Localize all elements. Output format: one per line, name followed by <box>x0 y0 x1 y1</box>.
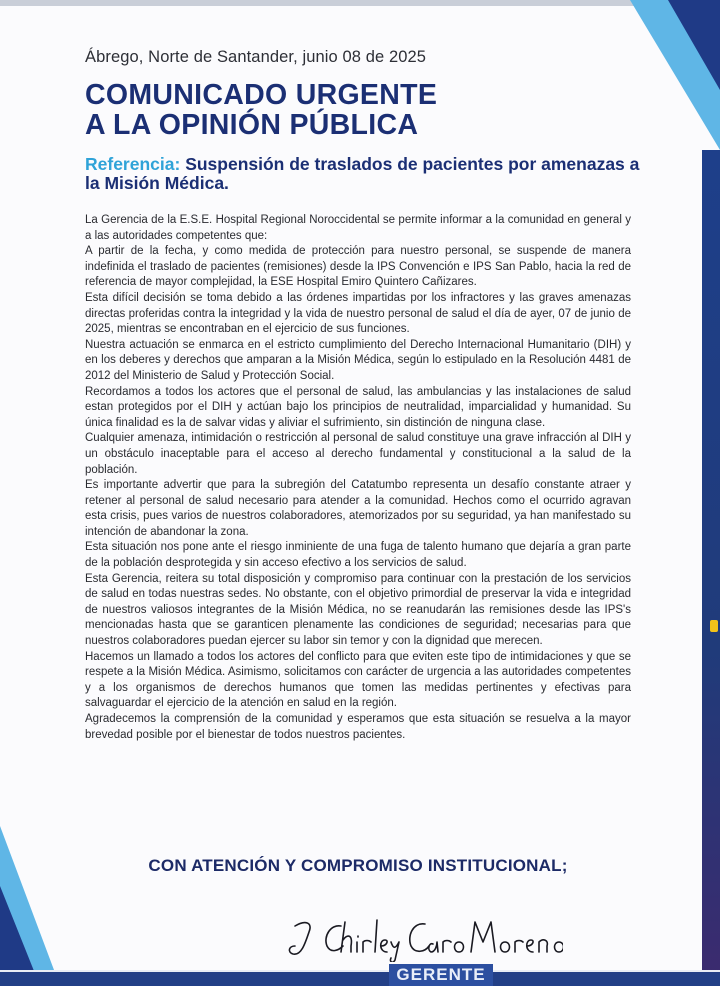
title-line-2: A LA OPINIÓN PÚBLICA <box>85 109 419 141</box>
signatory-role-badge: GERENTE <box>389 964 493 986</box>
right-edge-accent <box>710 620 718 632</box>
right-edge-decoration <box>702 150 720 986</box>
body-paragraph: Recordamos a todos los actores que el personal de salud, las ambulancias y las instalaciones de salud estan protegidos por el DIH y actúan bajo los principios de neutralidad, imparcialidad y humanidad. Su única finalidad es la de salvar vidas y aliviar el sufrimiento, sin distinción de ninguna clase. <box>85 385 631 429</box>
communique-title <box>85 80 645 140</box>
place-and-date: Ábrego, Norte de Santander, junio 08 de 2025 <box>85 48 427 66</box>
body-paragraph: Cualquier amenaza, intimidación o restricción al personal de salud constituye una grave infracción al DIH y un obstáculo inaceptable para el acceso al derecho fundamental y constitucional a la salud de la población. <box>85 432 631 476</box>
bottom-left-corner-decoration <box>0 816 60 986</box>
closing-line: CON ATENCIÓN Y COMPROMISO INSTITUCIONAL; <box>148 856 568 875</box>
body-paragraph: Esta Gerencia, reitera su total disposición y compromiso para continuar con la prestación de los servicios de salud en todas nuestras sedes. No obstante, con el objetivo primordial de preservar la vida e integridad de nuestros valiosos integrantes de la Misión Médica, no se reanudarán las remisiones desde las IPS's mencionadas hasta que se garanticen plenamente las condiciones de seguridad; necesarias para que nuestros colaboradores puedan ejercer su labor sin temor y con la dignidad que merecen. <box>85 572 631 648</box>
body-paragraph: Nuestra actuación se enmarca en el estricto cumplimiento del Derecho Internacional Humanitario (DIH) y en los deberes y derechos que amparan a la Misión Médica, según lo estipulado en la Resolución 4481 de 2012 del Ministerio de Salud y Protección Social. <box>85 338 631 382</box>
body-paragraph: Es importante advertir que para la subregión del Catatumbo representa un desafío constante atraer y retener al personal de salud necesario para atender a la comunidad. Hechos como el ocurrido agravan esta crisis, pues varios de nuestros colaboradores, atemorizados por su seguridad, ya han manifestado su intención de abandonar la zona. <box>85 479 631 538</box>
handwritten-signature <box>283 912 563 962</box>
body-paragraph: Esta difícil decisión se toma debido a las órdenes impartidas por los infractores y las graves amenazas directas proferidas contra la integridad y la vida de nuestro personal de salud el día de ayer, 07 de junio de 2025, mientras se encontraban en el ejercicio de sus funciones. <box>85 291 631 336</box>
title-line-1: COMUNICADO URGENTE <box>85 79 438 111</box>
body-paragraph: La Gerencia de la E.S.E. Hospital Regional Noroccidental se permite informar a la comunidad en general y a las autoridades competentes que: <box>85 214 631 242</box>
body-paragraph: Esta situación nos pone ante el riesgo inminiente de una fuga de talento humano que dejaría a gran parte de la población desprotegida y sin acceso efectivo a los servicios de salud. <box>85 541 631 570</box>
body-paragraph: A partir de la fecha, y como medida de protección para nuestro personal, se suspende de manera indefinida el traslado de pacientes (remisiones) desde la IPS Convención e IPS San Pablo, hacia la red de referencia de mayor complejidad, la ESE Hospital Emiro Quintero Cañizares. <box>85 245 631 289</box>
body-paragraph: Hacemos un llamado a todos los actores del conflicto para que eviten este tipo de intimidaciones y que se respete a la Misión Médica. Asimismo, solicitamos con carácter de urgencia a las autoridades competentes y a los organismos de derechos humanos que tomen las medidas pertinentes y efectivas para salvaguardar el ejercicio de la atención en salud en la región. <box>85 650 631 710</box>
body-paragraph: Agradecemos la comprensión de la comunidad y esperamos que esta situación se resuelva a la mayor brevedad posible por el bienestar de todos nuestros pacientes. <box>85 713 631 741</box>
reference-heading <box>85 155 645 193</box>
bottom-dark-band <box>0 972 720 986</box>
communique-body <box>85 213 631 743</box>
reference-label: Referencia: <box>85 154 181 174</box>
reference-text: Suspensión de traslados de pacientes por amenazas a la Misión Médica. <box>85 154 640 193</box>
